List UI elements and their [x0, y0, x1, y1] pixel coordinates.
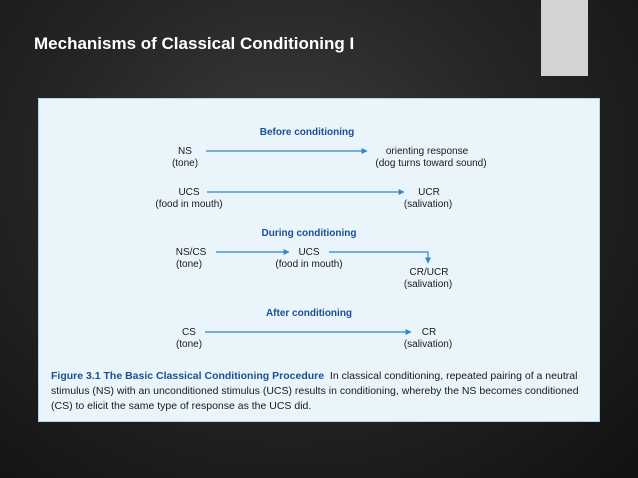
ns-cs-sublabel: (tone) — [175, 259, 203, 270]
orienting-response-sublabel: (dog turns toward sound) — [375, 158, 487, 169]
ns-label: NS — [178, 146, 192, 157]
cs-sublabel: (tone) — [175, 339, 203, 350]
cr-ucr-label: CR/UCR — [409, 267, 449, 278]
slide-title: Mechanisms of Classical Conditioning I — [34, 34, 355, 53]
ucs-label: UCS — [178, 187, 200, 198]
caption-body: In classical conditioning, repeated pairing of a neutral stimulus (NS) with an unconditioned stimulus (UCS) results in conditioning, whereby the NS becomes conditioned (CS) to elicit the same type of response as the UCS did. — [51, 370, 579, 412]
ns-sublabel: (tone) — [171, 158, 199, 169]
figure-caption — [51, 369, 591, 414]
arrow-ucs-to-cr-ucr — [329, 252, 428, 263]
ucs-sublabel: (food in mouth) — [155, 199, 223, 210]
ucs-pairing-label: UCS — [298, 247, 320, 258]
accent-bar — [541, 0, 588, 76]
heading-before-conditioning: Before conditioning — [259, 127, 355, 138]
ucr-label: UCR — [418, 187, 440, 198]
ucr-sublabel: (salivation) — [403, 199, 453, 210]
heading-after-conditioning: After conditioning — [265, 308, 353, 319]
ns-cs-label: NS/CS — [175, 247, 207, 258]
ucs-pairing-sublabel: (food in mouth) — [275, 259, 343, 270]
cr-ucr-sublabel: (salivation) — [403, 279, 453, 290]
orienting-response-label: orienting response — [385, 146, 469, 157]
cr-sublabel: (salivation) — [403, 339, 453, 350]
cs-label: CS — [182, 327, 196, 338]
caption-title: Figure 3.1 The Basic Classical Conditioning Procedure — [51, 370, 325, 382]
figure-panel — [38, 98, 600, 422]
cr-label: CR — [421, 327, 437, 338]
heading-during-conditioning: During conditioning — [261, 228, 357, 239]
